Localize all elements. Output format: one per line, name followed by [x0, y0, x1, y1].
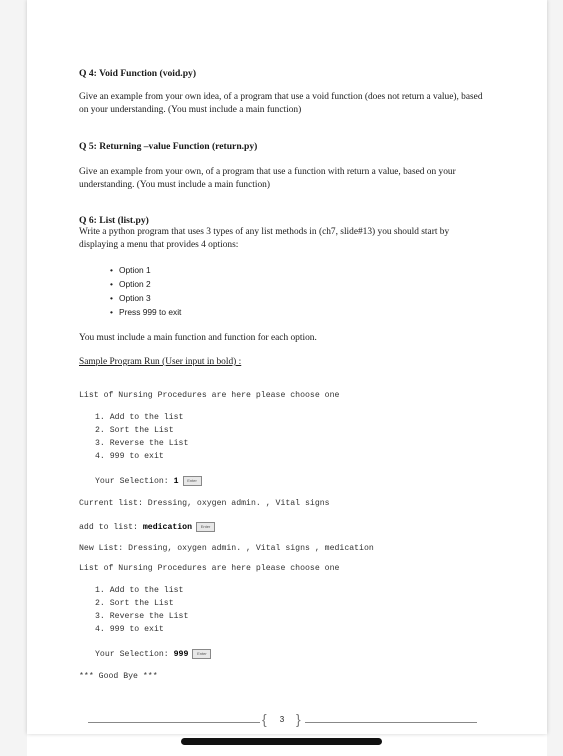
menu-1-item: 1. Add to the list — [95, 413, 184, 422]
question-5-body-block — [79, 166, 489, 191]
footer-rule-right — [305, 722, 477, 723]
left-brace-icon: { — [262, 711, 267, 727]
option-item: • Option 2 — [110, 277, 181, 291]
selection-input: 999 — [173, 650, 189, 660]
menu-2-item: 1. Add to the list — [95, 586, 184, 595]
home-indicator[interactable] — [181, 738, 382, 745]
question-5-title: Q 5: Returning –value Function (return.py) — [79, 141, 258, 152]
question-6-body: Write a python program that uses 3 types of any list methods in (ch7, slide#13) you should start by displaying a menu that provides 4 options: — [79, 227, 450, 250]
selection-label: Your Selection: — [95, 477, 174, 487]
selection-label: Your Selection: — [95, 650, 174, 660]
enter-key-icon: Enter — [196, 522, 215, 532]
menu-1-item: 4. 999 to exit — [95, 452, 164, 461]
left-margin — [0, 0, 27, 756]
footer-rule-left — [88, 722, 260, 723]
right-brace-icon: } — [296, 711, 301, 727]
option-item: • Option 1 — [110, 263, 181, 277]
page-number: 3 — [279, 715, 285, 724]
question-4 — [79, 68, 489, 79]
menu-1-item: 3. Reverse the List — [95, 439, 189, 448]
sample-header-2: List of Nursing Procedures are here please choose one — [79, 564, 340, 573]
options-list — [110, 263, 181, 319]
add-input: medication — [142, 523, 193, 533]
question-6-note-block — [79, 332, 489, 345]
enter-key-icon: Enter — [192, 649, 211, 659]
add-to-list-line — [79, 522, 215, 532]
menu-2-item: 4. 999 to exit — [95, 625, 164, 634]
menu-2-item: 3. Reverse the List — [95, 612, 189, 621]
menu-2-item: 2. Sort the List — [95, 599, 174, 608]
right-margin — [547, 0, 563, 756]
option-item: • Option 3 — [110, 291, 181, 305]
selection-line-1 — [95, 476, 202, 486]
menu-1-item: 2. Sort the List — [95, 426, 174, 435]
goodbye-line: *** Good Bye *** — [79, 672, 158, 681]
question-6-note: You must include a main function and function for each option. — [79, 333, 317, 343]
selection-input: 1 — [173, 477, 179, 487]
new-list-line: New List: Dressing, oxygen admin. , Vital signs , medication — [79, 544, 374, 553]
question-4-title: Q 4: Void Function (void.py) — [79, 68, 197, 79]
selection-line-2 — [95, 649, 211, 659]
sample-header-1: List of Nursing Procedures are here please choose one — [79, 391, 340, 400]
question-6 — [79, 215, 489, 251]
question-5-body: Give an example from your own, of a program that use a function with return a value, based on your understanding. (You must include a main function) — [79, 167, 456, 190]
sample-heading: Sample Program Run (User input in bold) : — [79, 357, 242, 367]
option-item: • Press 999 to exit — [110, 305, 181, 319]
add-label: add to list: — [79, 523, 143, 533]
question-4-body: Give an example from your own idea, of a program that use a void function (does not return a value), based on your understanding. (You must include a main function) — [79, 92, 483, 115]
sample-heading-block — [79, 356, 489, 369]
enter-key-icon: Enter — [183, 476, 202, 486]
question-5 — [79, 141, 489, 152]
question-4-body-block — [79, 91, 489, 116]
question-6-title: Q 6: List (list.py) — [79, 215, 149, 226]
current-list-line: Current list: Dressing, oxygen admin. , Vital signs — [79, 499, 330, 508]
